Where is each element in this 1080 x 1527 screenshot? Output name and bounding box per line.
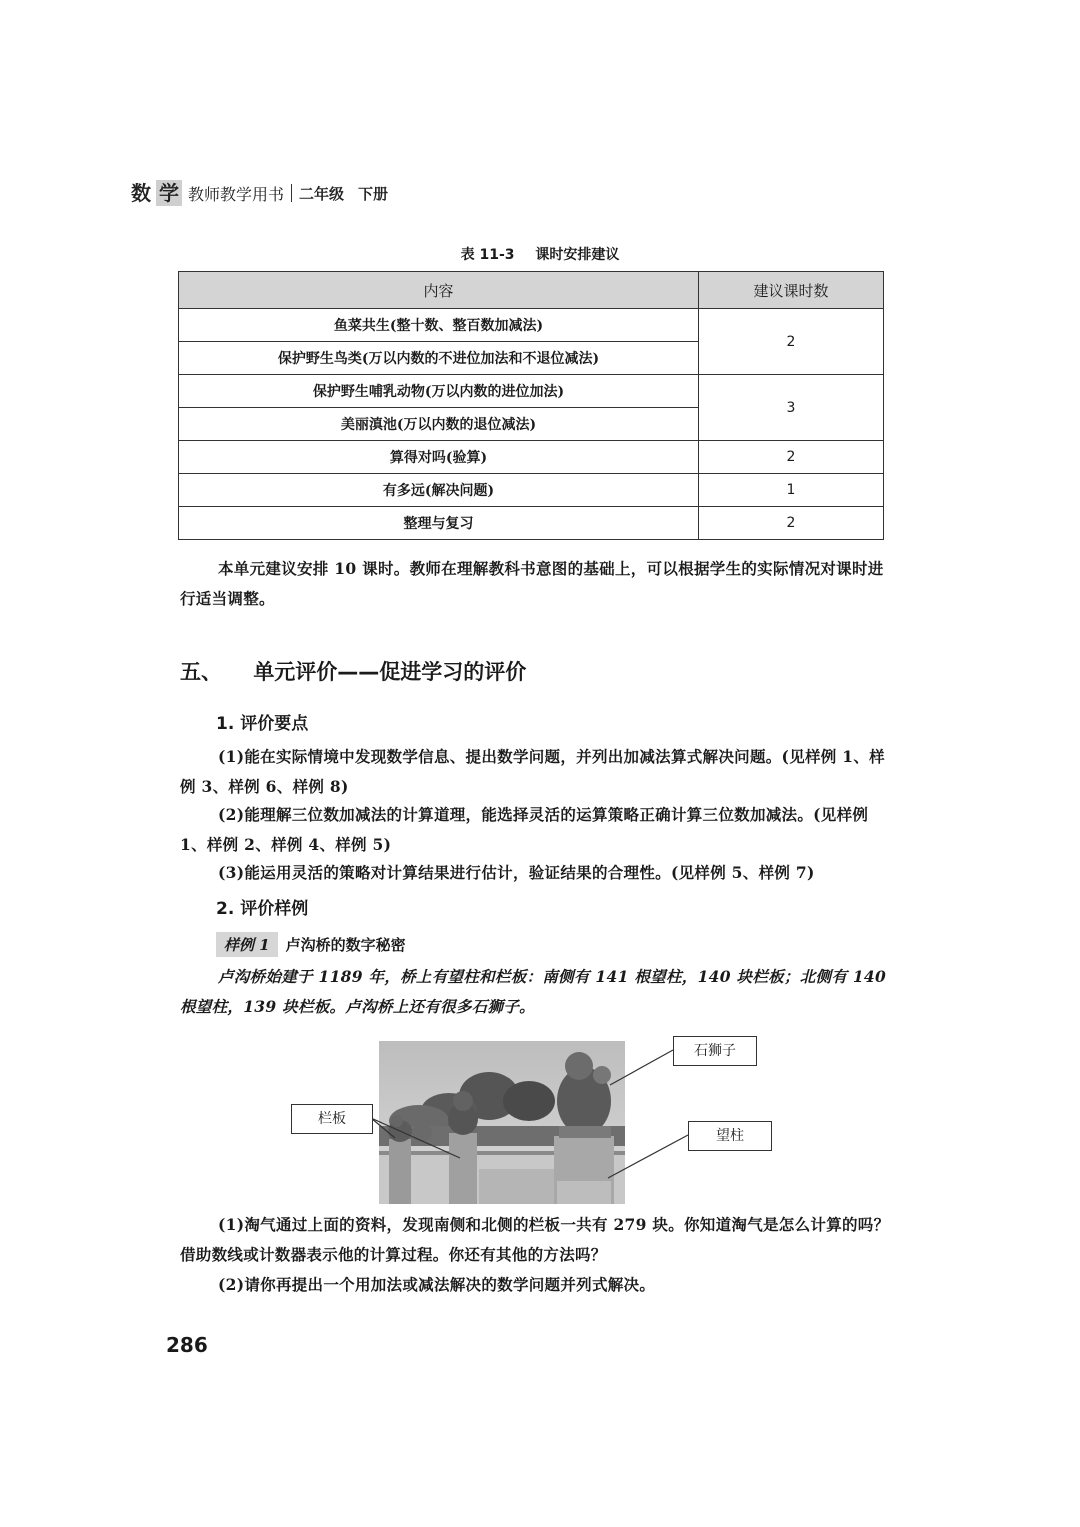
row-content: 有多远(解决问题)	[179, 474, 699, 507]
row-content: 鱼菜共生(整十数、整百数加减法)	[179, 309, 699, 342]
subheading-eval-points: 1. 评价要点	[216, 714, 309, 734]
bridge-photo	[379, 1041, 625, 1204]
table-row	[179, 309, 884, 342]
sample-label: 样例 1	[216, 932, 278, 957]
row-content: 算得对吗(验算)	[179, 441, 699, 474]
row-content: 保护野生哺乳动物(万以内数的进位加法)	[179, 375, 699, 408]
row-hours: 2	[699, 507, 884, 540]
question-2: (2)请你再提出一个用加法或减法解决的数学问题并列式解决。	[218, 1275, 656, 1294]
schedule-note: 本单元建议安排 10 课时。教师在理解教科书意图的基础上，可以根据学生的实际情况对课时进行适当调整。	[180, 559, 884, 608]
logo-char-shu: 数	[131, 181, 151, 205]
lesson-schedule-table	[178, 271, 884, 540]
header-content: 内容	[179, 272, 699, 309]
sample-heading	[216, 932, 406, 957]
sample-intro: 卢沟桥始建于 1189 年，桥上有望柱和栏板：南侧有 141 根望柱，140 块栏板；北侧有 140 根望柱，139 块栏板。卢沟桥上还有很多石狮子。	[180, 967, 887, 1016]
row-hours: 1	[699, 474, 884, 507]
row-hours: 2	[699, 441, 884, 474]
callout-balustrade-panel: 栏板	[291, 1104, 373, 1134]
table-row	[179, 474, 884, 507]
callout-stone-lion: 石狮子	[673, 1036, 757, 1066]
eval-point: (1)能在实际情境中发现数学信息、提出数学问题，并列出加减法算式解决问题。(见样例 1、样例 3、样例 6、样例 8)	[180, 747, 885, 796]
section-heading: 单元评价——促进学习的评价	[253, 660, 527, 684]
subheading-eval-samples: 2. 评价样例	[216, 899, 309, 919]
callout-baluster-post: 望柱	[688, 1121, 772, 1151]
eval-point: (3)能运用灵活的策略对计算结果进行估计，验证结果的合理性。(见样例 5、样例 7)	[218, 863, 815, 882]
row-content: 保护野生鸟类(万以内数的不进位加法和不退位减法)	[179, 342, 699, 375]
logo-char-xue: 学	[156, 180, 182, 206]
table-row	[179, 441, 884, 474]
eval-point: (2)能理解三位数加减法的计算道理，能选择灵活的运算策略正确计算三位数加减法。(见样例 1、样例 2、样例 4、样例 5)	[180, 805, 869, 854]
section-title	[180, 656, 526, 686]
table-header-row	[179, 272, 884, 309]
row-content: 美丽滇池(万以内数的退位减法)	[179, 408, 699, 441]
volume-label: 下册	[358, 184, 389, 203]
table-row	[179, 375, 884, 408]
table-caption	[0, 244, 1080, 264]
sample-title: 卢沟桥的数字秘密	[285, 936, 406, 954]
table-title: 课时安排建议	[535, 247, 620, 263]
table-number: 表 11-3	[460, 247, 515, 263]
header-hours: 建议课时数	[699, 272, 884, 309]
page-number: 286	[166, 1333, 208, 1357]
book-title: 教师教学用书	[188, 184, 285, 204]
section-number: 五、	[180, 660, 222, 684]
row-content: 整理与复习	[179, 507, 699, 540]
book-logo	[128, 180, 182, 206]
header-divider	[291, 184, 292, 202]
page-header	[128, 176, 388, 210]
question-1: (1)淘气通过上面的资料，发现南侧和北侧的栏板一共有 279 块。你知道淘气是怎么计算的吗？借助数线或计数器表示他的计算过程。你还有其他的方法吗？	[180, 1215, 890, 1264]
row-hours: 2	[699, 309, 884, 375]
row-hours: 3	[699, 375, 884, 441]
table-row	[179, 507, 884, 540]
grade-label: 二年级	[299, 184, 345, 203]
